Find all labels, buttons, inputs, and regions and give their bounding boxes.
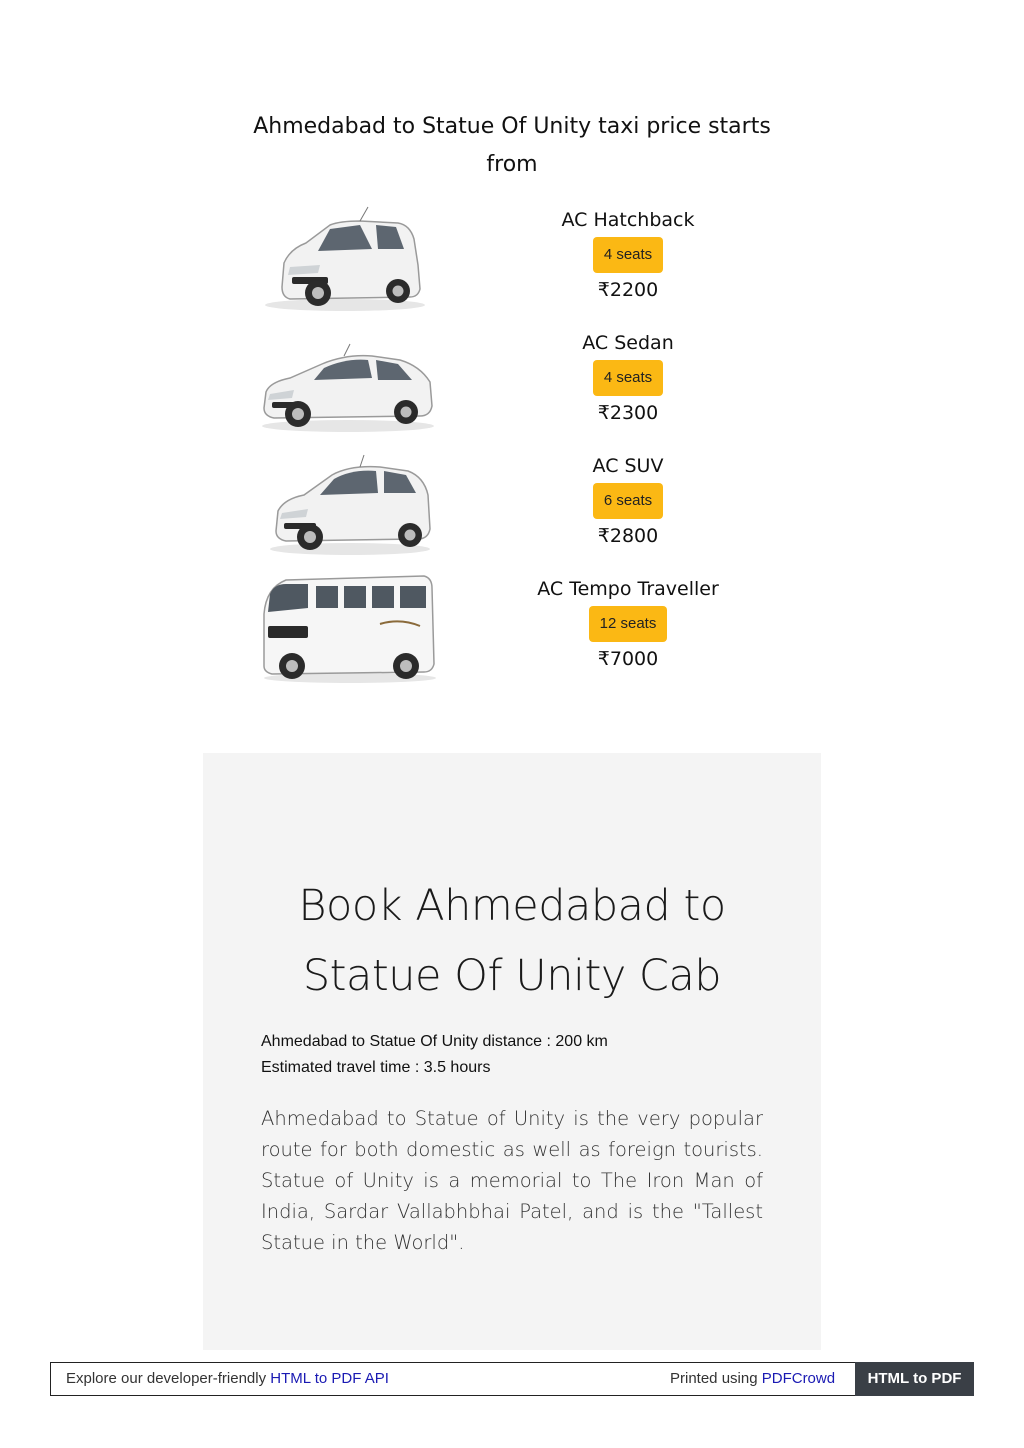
car-name: AC Sedan [582,332,674,354]
travel-time-separator: : [410,1059,424,1076]
pricing-title: Ahmedabad to Statue Of Unity taxi price starts from [253,114,771,177]
tempo-traveller-icon [260,574,440,684]
booking-panel [203,753,821,1350]
travel-time-value: 3.5 hours [423,1059,491,1076]
travel-time-line [261,1055,761,1081]
html-to-pdf-button[interactable]: HTML to PDF [855,1362,974,1396]
booking-title-line2: Statue Of Unity Cab [302,951,722,1001]
car-option-sedan[interactable] [256,328,776,451]
booking-title [203,871,821,1011]
seat-badge: 12 seats [589,606,668,642]
car-name: AC Hatchback [561,209,695,231]
footer-printed-text: Printed using [670,1370,762,1387]
booking-title-line1: Book Ahmedabad to [298,881,726,931]
car-info [518,205,738,305]
car-option-suv[interactable] [256,451,776,574]
seat-badge: 6 seats [593,483,663,519]
seat-badge: 4 seats [593,360,663,396]
car-info [518,451,738,551]
pdfcrowd-footer [50,1362,974,1396]
trip-facts [261,1029,761,1081]
car-name: AC Tempo Traveller [537,578,719,600]
html-to-pdf-api-link[interactable]: HTML to PDF API [270,1370,389,1387]
car-info [518,328,738,428]
car-info [518,574,738,674]
travel-time-label: Estimated travel time [261,1059,411,1076]
pdfcrowd-link[interactable]: PDFCrowd [761,1370,836,1387]
car-list [256,205,776,697]
distance-label: Ahmedabad to Statue Of Unity distance [261,1033,543,1050]
suv-car-icon [260,451,440,561]
footer-printed [670,1370,835,1387]
car-option-tempo-traveller[interactable] [256,574,776,697]
car-option-hatchback[interactable] [256,205,776,328]
footer-explore-text: Explore our developer-friendly [66,1370,271,1387]
car-price: ₹2300 [597,402,659,424]
car-price: ₹2200 [597,279,659,301]
distance-separator: : [542,1033,556,1050]
car-price: ₹2800 [597,525,659,547]
car-name: AC SUV [592,455,664,477]
distance-value: 200 km [555,1033,608,1050]
hatchback-car-icon [260,205,440,315]
car-price: ₹7000 [597,648,659,670]
sedan-car-icon [260,328,440,438]
footer-explore [66,1370,389,1387]
distance-line [261,1029,761,1055]
route-description: Ahmedabad to Statue of Unity is the very popular route for both domestic as well as foreign tourists. Statue of Unity is a memorial to The Iron Man of India, Sardar Vallabhbhai Patel, and is the "Tallest Statue in the World". [261,1107,763,1254]
seat-badge: 4 seats [593,237,663,273]
